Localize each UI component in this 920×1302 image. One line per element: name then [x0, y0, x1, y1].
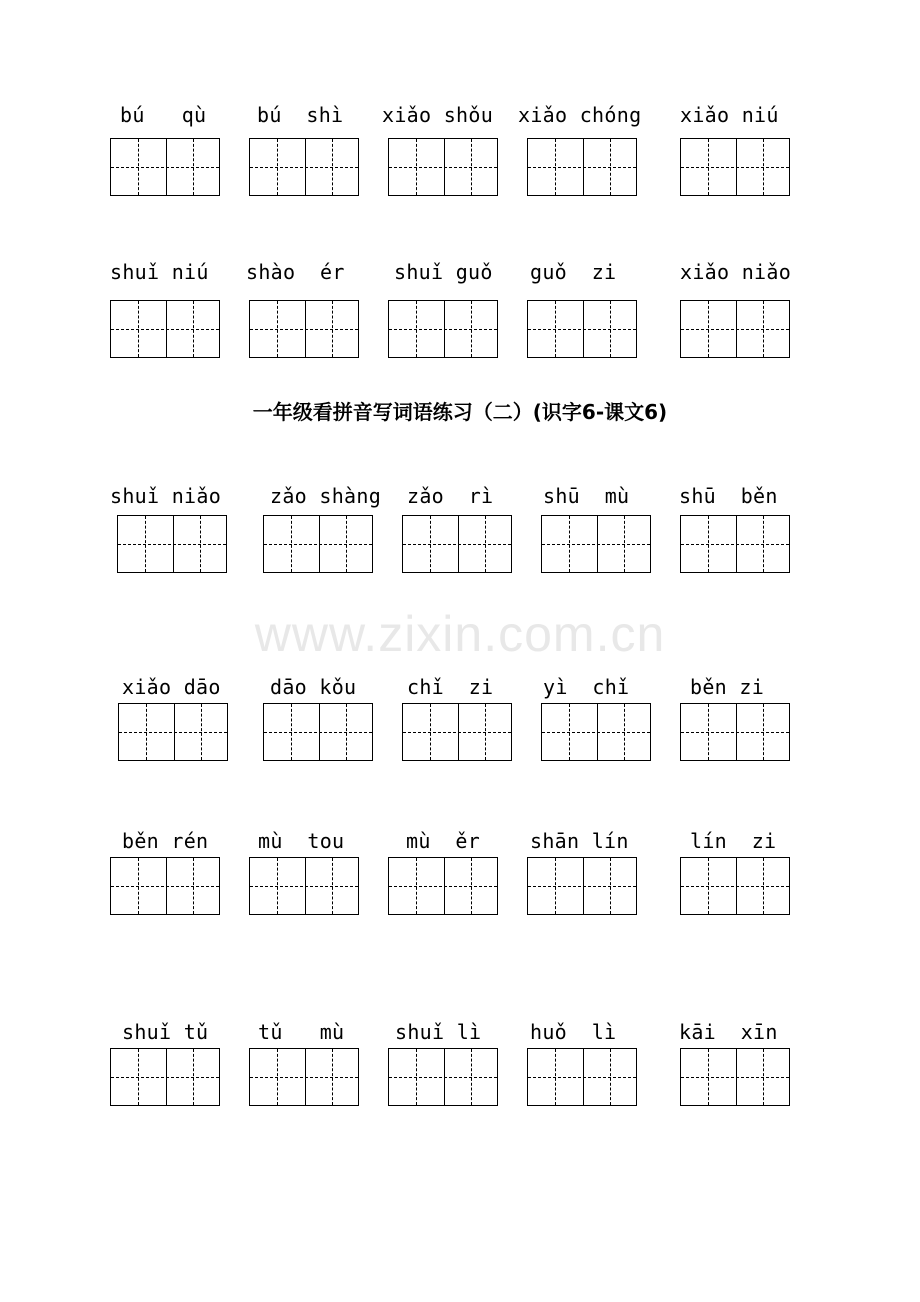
writing-grid-box[interactable]: [527, 857, 637, 915]
grid-guide-line: [610, 139, 611, 195]
writing-grid-box[interactable]: [249, 857, 359, 915]
grid-divider: [597, 516, 598, 572]
writing-grid-box[interactable]: [541, 515, 651, 573]
grid-guide-line: [416, 1049, 417, 1105]
pinyin-label: shuǐ guǒ: [394, 260, 493, 284]
writing-grid-box[interactable]: [527, 1048, 637, 1106]
grid-guide-line: [708, 139, 709, 195]
grid-divider: [736, 704, 737, 760]
grid-guide-line: [201, 704, 202, 760]
grid-guide-line: [763, 139, 764, 195]
grid-guide-line: [569, 516, 570, 572]
grid-guide-line: [264, 732, 372, 733]
grid-guide-line: [291, 516, 292, 572]
grid-guide-line: [264, 544, 372, 545]
grid-guide-line: [111, 329, 219, 330]
grid-guide-line: [250, 886, 358, 887]
grid-guide-line: [389, 329, 497, 330]
grid-divider: [444, 1049, 445, 1105]
grid-guide-line: [681, 886, 789, 887]
grid-guide-line: [389, 1077, 497, 1078]
grid-guide-line: [111, 167, 219, 168]
grid-guide-line: [610, 858, 611, 914]
grid-guide-line: [555, 1049, 556, 1105]
grid-guide-line: [763, 301, 764, 357]
writing-grid-box[interactable]: [527, 138, 637, 196]
pinyin-label: shān lín: [530, 829, 629, 853]
grid-guide-line: [389, 167, 497, 168]
writing-grid-box[interactable]: [680, 300, 790, 358]
pinyin-label: shuǐ tǔ: [122, 1020, 209, 1044]
grid-divider: [166, 858, 167, 914]
writing-grid-box[interactable]: [388, 1048, 498, 1106]
writing-grid-box[interactable]: [249, 138, 359, 196]
grid-divider: [166, 1049, 167, 1105]
writing-grid-box[interactable]: [110, 1048, 220, 1106]
pinyin-label: shuǐ niǎo: [110, 484, 222, 508]
grid-guide-line: [528, 167, 636, 168]
pinyin-label: bú shì: [257, 103, 344, 127]
pinyin-label: xiǎo dāo: [122, 675, 221, 699]
grid-divider: [458, 704, 459, 760]
grid-guide-line: [200, 516, 201, 572]
grid-divider: [305, 1049, 306, 1105]
grid-guide-line: [291, 704, 292, 760]
pinyin-label: yì chǐ: [543, 675, 630, 699]
pinyin-label: tǔ mù: [258, 1020, 345, 1044]
pinyin-label: kāi xīn: [679, 1020, 778, 1044]
pinyin-label: shuǐ niú: [110, 260, 209, 284]
grid-guide-line: [277, 139, 278, 195]
writing-grid-box[interactable]: [263, 515, 373, 573]
grid-guide-line: [681, 1077, 789, 1078]
grid-guide-line: [681, 544, 789, 545]
grid-divider: [736, 301, 737, 357]
grid-guide-line: [250, 329, 358, 330]
grid-guide-line: [763, 858, 764, 914]
writing-grid-box[interactable]: [249, 300, 359, 358]
grid-guide-line: [528, 1077, 636, 1078]
grid-divider: [583, 139, 584, 195]
writing-grid-box[interactable]: [263, 703, 373, 761]
grid-guide-line: [485, 704, 486, 760]
writing-grid-box[interactable]: [110, 138, 220, 196]
grid-guide-line: [681, 167, 789, 168]
grid-guide-line: [555, 301, 556, 357]
writing-grid-box[interactable]: [680, 1048, 790, 1106]
grid-guide-line: [277, 858, 278, 914]
grid-guide-line: [332, 139, 333, 195]
grid-guide-line: [145, 516, 146, 572]
grid-guide-line: [403, 544, 511, 545]
grid-guide-line: [332, 301, 333, 357]
grid-divider: [444, 139, 445, 195]
worksheet-title: 一年级看拼音写词语练习（二）(识字6-课文6): [252, 400, 668, 424]
writing-grid-box[interactable]: [388, 857, 498, 915]
grid-guide-line: [610, 1049, 611, 1105]
pinyin-label: bú qù: [120, 103, 207, 127]
writing-grid-box[interactable]: [402, 703, 512, 761]
pinyin-label: xiǎo shǒu: [382, 103, 494, 127]
grid-divider: [444, 301, 445, 357]
pinyin-label: mù tou: [258, 829, 345, 853]
pinyin-label: shū běn: [679, 484, 778, 508]
grid-guide-line: [471, 139, 472, 195]
grid-guide-line: [193, 139, 194, 195]
grid-guide-line: [111, 886, 219, 887]
grid-guide-line: [681, 329, 789, 330]
grid-guide-line: [138, 301, 139, 357]
writing-grid-box[interactable]: [118, 703, 228, 761]
grid-guide-line: [119, 732, 227, 733]
pinyin-label: chǐ zi: [407, 675, 494, 699]
grid-guide-line: [624, 704, 625, 760]
grid-guide-line: [471, 1049, 472, 1105]
writing-grid-box[interactable]: [527, 300, 637, 358]
grid-guide-line: [277, 1049, 278, 1105]
grid-guide-line: [610, 301, 611, 357]
grid-guide-line: [708, 516, 709, 572]
grid-divider: [583, 858, 584, 914]
grid-divider: [597, 704, 598, 760]
grid-guide-line: [403, 732, 511, 733]
grid-guide-line: [277, 301, 278, 357]
watermark: www.zixin.com.cn: [254, 606, 666, 662]
pinyin-label: shū mù: [543, 484, 630, 508]
grid-divider: [458, 516, 459, 572]
grid-guide-line: [250, 1077, 358, 1078]
grid-guide-line: [430, 516, 431, 572]
grid-guide-line: [708, 1049, 709, 1105]
pinyin-label: zǎo rì: [407, 484, 494, 508]
pinyin-label: běn rén: [122, 829, 209, 853]
grid-guide-line: [708, 858, 709, 914]
grid-guide-line: [471, 301, 472, 357]
grid-guide-line: [146, 704, 147, 760]
grid-guide-line: [528, 886, 636, 887]
grid-guide-line: [193, 858, 194, 914]
pinyin-label: dāo kǒu: [270, 675, 357, 699]
pinyin-label: xiǎo niǎo: [680, 260, 792, 284]
grid-guide-line: [542, 544, 650, 545]
grid-divider: [305, 858, 306, 914]
grid-divider: [583, 1049, 584, 1105]
grid-guide-line: [471, 858, 472, 914]
grid-guide-line: [193, 1049, 194, 1105]
grid-guide-line: [555, 858, 556, 914]
grid-guide-line: [332, 858, 333, 914]
grid-guide-line: [416, 858, 417, 914]
writing-grid-box[interactable]: [402, 515, 512, 573]
grid-guide-line: [542, 732, 650, 733]
writing-grid-box[interactable]: [110, 300, 220, 358]
grid-guide-line: [332, 1049, 333, 1105]
writing-grid-box[interactable]: [680, 138, 790, 196]
pinyin-label: guǒ zi: [530, 260, 617, 284]
grid-guide-line: [763, 704, 764, 760]
grid-guide-line: [346, 704, 347, 760]
grid-divider: [319, 516, 320, 572]
writing-grid-box[interactable]: [110, 857, 220, 915]
grid-divider: [736, 858, 737, 914]
pinyin-label: zǎo shàng: [270, 484, 382, 508]
grid-guide-line: [111, 1077, 219, 1078]
grid-divider: [173, 516, 174, 572]
grid-guide-line: [138, 858, 139, 914]
writing-grid-box[interactable]: [680, 857, 790, 915]
pinyin-label: huǒ lì: [530, 1020, 617, 1044]
grid-guide-line: [389, 886, 497, 887]
pinyin-label: shuǐ lì: [395, 1020, 482, 1044]
grid-guide-line: [763, 516, 764, 572]
grid-divider: [166, 301, 167, 357]
pinyin-label: xiǎo chóng: [518, 103, 642, 127]
grid-guide-line: [569, 704, 570, 760]
pinyin-label: mù ěr: [406, 829, 481, 853]
grid-divider: [319, 704, 320, 760]
writing-grid-box[interactable]: [249, 1048, 359, 1106]
writing-grid-box[interactable]: [680, 515, 790, 573]
grid-divider: [736, 516, 737, 572]
grid-guide-line: [763, 1049, 764, 1105]
pinyin-label: lín zi: [690, 829, 777, 853]
grid-divider: [305, 139, 306, 195]
grid-guide-line: [416, 301, 417, 357]
grid-divider: [583, 301, 584, 357]
grid-guide-line: [118, 544, 226, 545]
grid-guide-line: [416, 139, 417, 195]
grid-guide-line: [681, 732, 789, 733]
grid-guide-line: [708, 301, 709, 357]
pinyin-label: xiǎo niú: [680, 103, 779, 127]
pinyin-label: běn zi: [690, 675, 765, 699]
grid-guide-line: [250, 167, 358, 168]
grid-guide-line: [555, 139, 556, 195]
writing-grid-box[interactable]: [680, 703, 790, 761]
grid-guide-line: [346, 516, 347, 572]
grid-guide-line: [528, 329, 636, 330]
grid-guide-line: [624, 516, 625, 572]
writing-grid-box[interactable]: [388, 138, 498, 196]
grid-guide-line: [485, 516, 486, 572]
grid-guide-line: [138, 139, 139, 195]
grid-guide-line: [430, 704, 431, 760]
grid-divider: [166, 139, 167, 195]
grid-divider: [174, 704, 175, 760]
writing-grid-box[interactable]: [541, 703, 651, 761]
grid-guide-line: [708, 704, 709, 760]
pinyin-label: shào ér: [246, 260, 345, 284]
grid-guide-line: [193, 301, 194, 357]
grid-divider: [736, 1049, 737, 1105]
grid-guide-line: [138, 1049, 139, 1105]
grid-divider: [736, 139, 737, 195]
writing-grid-box[interactable]: [388, 300, 498, 358]
grid-divider: [305, 301, 306, 357]
grid-divider: [444, 858, 445, 914]
writing-grid-box[interactable]: [117, 515, 227, 573]
